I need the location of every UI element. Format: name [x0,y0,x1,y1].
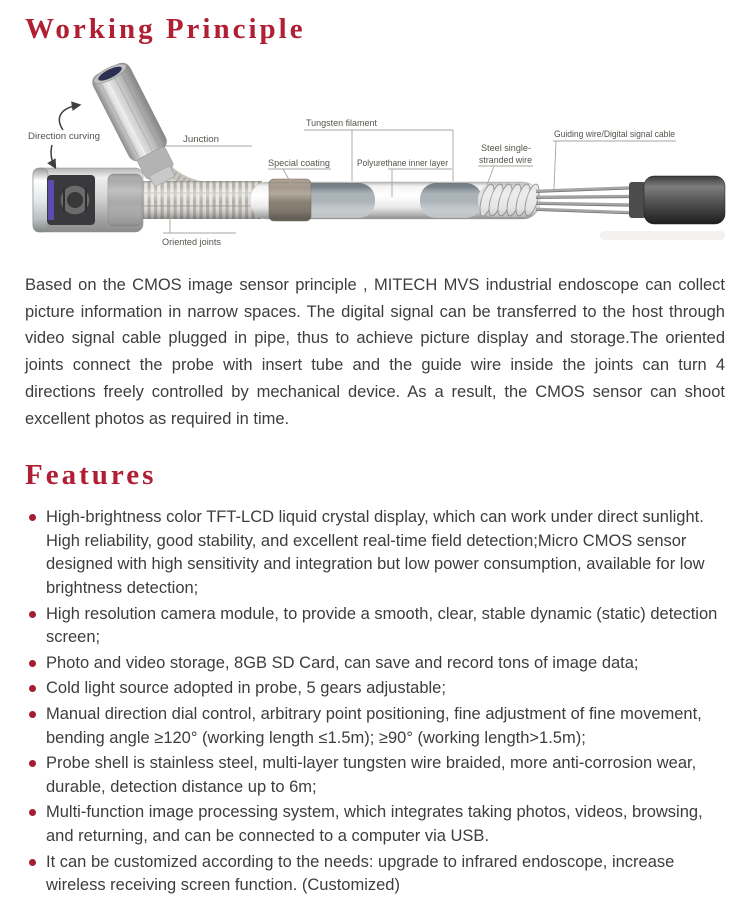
features-title: Features [25,459,157,492]
endoscope-diagram-wrap [0,56,750,256]
endoscope-diagram [0,56,750,256]
feature-item [25,703,731,750]
curving-arrow-icon [59,105,79,130]
label-guiding-wire: Guiding wire/Digital signal cable [554,129,675,139]
feature-text: High resolution camera module, to provide a smooth, clear, stable dynamic (static) detection screen; [46,604,718,647]
working-principle-paragraph: Based on the CMOS image sensor principle , MITECH MVS industrial endoscope can collect picture information in narrow spaces. The digital signal can be transferred to the host through video signal cable plugged in pipe, thus to achieve picture display and storage.The oriented joints connect the probe with insert tube and the guide wire inside the joints can turn 4 directions freely controlled by mechanical device. As a result, the CMOS sensor can shoot excellent photos as required in time. [25,276,725,428]
watermark-artifact [600,231,725,240]
bullet-icon [29,859,36,866]
feature-item [25,851,731,898]
feature-item [25,603,731,650]
feature-item [25,652,731,676]
feature-text: Manual direction dial control, arbitrary point positioning, fine adjustment of fine movement, bending angle ≥120° (working length ≤1.5m); ≥90° (working length>1.5m); [46,704,702,747]
feature-text: Photo and video storage, 8GB SD Card, can save and record tons of image data; [46,653,639,672]
feature-text: Cold light source adopted in probe, 5 gears adjustable; [46,679,446,698]
bullet-icon [29,660,36,667]
bullet-icon [29,685,36,692]
label-oriented-joints: Oriented joints [162,237,222,247]
feature-text: It can be customized according to the needs: upgrade to infrared endoscope, increase wireless receiving screen function. (Customized) [46,852,675,895]
feature-text: High-brightness color TFT-LCD liquid crystal display, which can work under direct sunlight. High reliability, good stability, and excellent real-time field detection;Micro CMOS sensor designed with high sensitivity and integration but low power consumption, available for low brightness detection; [46,508,705,597]
oriented-joints-tube [128,181,262,219]
probe-head-front [33,168,143,232]
label-polyurethane-inner-layer: Polyurethane inner layer [357,158,448,168]
bullet-icon [29,711,36,718]
feature-text: Multi-function image processing system, which integrates taking photos, videos, browsing, and returning, and can be connected to a computer via USB. [46,803,703,845]
feature-item [25,752,731,799]
bullet-icon [29,611,36,618]
label-tungsten-filament: Tungsten filament [306,118,378,128]
bullet-icon [29,809,36,816]
working-principle-title: Working Principle [25,13,306,45]
feature-text: Probe shell is stainless steel, multi-layer tungsten wire braided, more anti-corrosion wear, durable, detection distance up to 6m; [46,754,697,796]
label-junction: Junction [183,134,219,144]
features-list [25,506,731,898]
steel-coil [477,183,542,218]
feature-item [25,801,731,848]
label-steel-wire-line2: stranded wire [479,155,532,165]
feature-item [25,506,731,600]
down-arrow-icon [51,145,55,167]
bullet-icon [29,760,36,767]
signal-cable [644,176,725,224]
label-steel-wire-line1: Steel single- [481,143,531,153]
cable-ferrule [629,182,646,218]
label-direction-curving: Direction curving [28,131,100,141]
feature-item [25,677,731,701]
bullet-icon [29,514,36,521]
label-special-coating: Special coating [268,158,330,168]
